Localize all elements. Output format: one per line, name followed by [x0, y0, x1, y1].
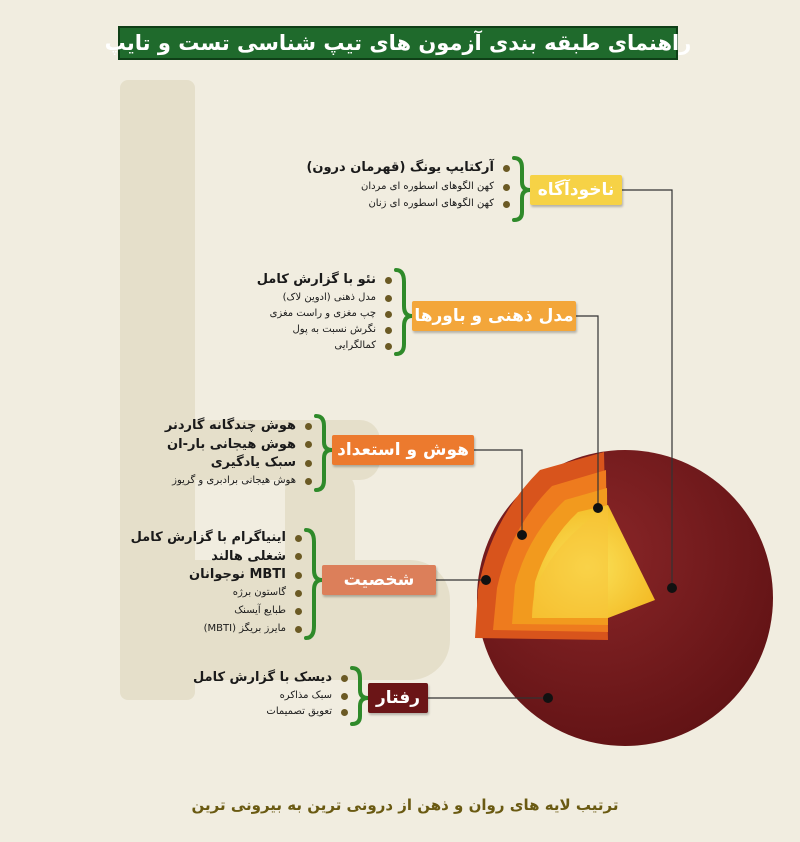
list-item: سبک یادگیری [165, 455, 312, 471]
layer-label-behavior: رفتار [368, 683, 428, 713]
list-item: شغلی هالند [131, 549, 302, 565]
list-item: کهن الگوهای اسطوره ای مردان [306, 181, 510, 193]
list-item: دیسک با گزارش کامل [193, 670, 348, 686]
list-item: MBTI نوجوانان [131, 567, 302, 583]
list-mindset [257, 272, 392, 352]
list-item: نئو با گزارش کامل [257, 272, 392, 288]
connector-dot-unconscious [667, 583, 677, 593]
connector-dot-behavior [543, 693, 553, 703]
page-title: راهنمای طبقه بندی آزمون های تیپ شناسی تست و تایپ [104, 31, 692, 55]
list-personality [131, 530, 302, 635]
list-item: اینیاگرام با گزارش کامل [131, 530, 302, 546]
list-item: هوش چندگانه گاردنر [165, 418, 312, 434]
brace-mindset [396, 270, 412, 354]
list-item: سبک مذاکره [193, 690, 348, 702]
brace-personality [306, 530, 322, 638]
list-item: گاستون برژه [131, 587, 302, 599]
layer-label-unconscious: ناخودآگاه [530, 175, 622, 205]
list-item: هوش هیجانی بار-ان [165, 437, 312, 453]
brace-unconscious [514, 158, 530, 220]
list-item: کهن الگوهای اسطوره ای زنان [306, 198, 510, 210]
connector-dot-intelligence [517, 530, 527, 540]
list-item: مدل ذهنی (ادوین لاک) [257, 292, 392, 304]
list-item: کمالگرایی [257, 340, 392, 352]
list-intelligence [165, 418, 312, 487]
layer-label-intelligence: هوش و استعداد [332, 435, 474, 465]
connector-dot-mindset [593, 503, 603, 513]
list-item: طبایع آیسنک [131, 605, 302, 617]
list-item: هوش هیجانی برادبری و گریوز [165, 475, 312, 487]
layer-label-mindset: مدل ذهنی و باورها [412, 301, 576, 331]
footer-caption: ترتیب لایه های روان و ذهن از درونی ترین به بیرونی ترین [191, 796, 619, 814]
brace-intelligence [316, 416, 332, 490]
list-item: آرکتایپ یونگ (قهرمان درون) [306, 160, 510, 176]
list-item: تعویق تصمیمات [193, 706, 348, 718]
brace-behavior [352, 668, 368, 724]
list-unconscious [306, 160, 510, 210]
connector-dot-personality [481, 575, 491, 585]
list-item: مایرز بریگز (MBTI) [131, 623, 302, 635]
list-behavior [193, 670, 348, 718]
list-item: نگرش نسبت به پول [257, 324, 392, 336]
list-item: چپ مغزی و راست مغزی [257, 308, 392, 320]
layer-label-personality: شخصیت [322, 565, 436, 595]
